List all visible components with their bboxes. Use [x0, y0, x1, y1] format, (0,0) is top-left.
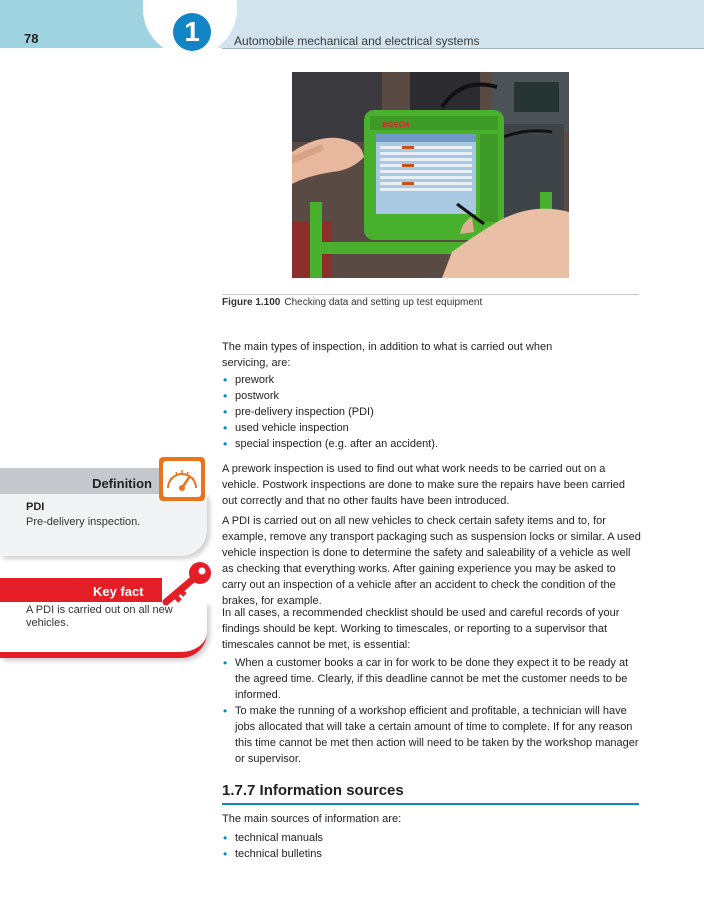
list-item: • prework — [222, 372, 642, 388]
list-item: • used vehicle inspection — [222, 420, 642, 436]
checklist-paragraph: In all cases, a recommended checklist should be used and careful records of your findings should be kept. Working to timescales, or reporting to a supervisor that timescales cannot be met, is essential: — [222, 607, 620, 651]
list-item: • To make the running of a workshop efficient and profitable, a technician will have jobs allocated that will take a certain amount of time to complete. If for any reason this time cannot be met then action will need to be taken by the workshop manager or supervisor. — [222, 703, 642, 767]
section-rule — [222, 803, 639, 805]
list-item: • technical manuals — [222, 830, 642, 846]
list-item: • When a customer books a car in for work to be done they expect it to be ready at the agreed time. Clearly, if this deadline cannot be met the customer needs to be informed. — [222, 655, 642, 703]
caption-rule — [222, 294, 639, 295]
list-item: • technical bulletins — [222, 846, 642, 862]
figure-caption-text: Checking data and setting up test equipment — [284, 297, 483, 308]
chapter-badge: 1 — [173, 13, 211, 51]
key-fact-title: Key fact — [93, 584, 144, 599]
section-heading: 1.7.7 Information sources — [222, 782, 404, 799]
intro-paragraph: The main types of inspection, in addition to what is carried out when servicing, are: — [222, 341, 553, 369]
key-icon — [160, 560, 214, 606]
timescale-list — [222, 655, 642, 767]
inspection-types-list — [222, 372, 642, 452]
photo-brand-text: BOSCH — [382, 121, 410, 129]
key-fact-header — [0, 578, 162, 602]
information-sources-list — [222, 830, 642, 862]
definition-title: Definition — [92, 476, 152, 491]
section-intro: The main sources of information are: — [222, 813, 402, 825]
prework-paragraph: A prework inspection is used to find out what work needs to be carried out on a vehicle. Postwork inspections are done to make sure the repairs have been carried out correctly and that no other faults have been introduced. — [222, 463, 625, 507]
page-number: 78 — [24, 31, 39, 46]
running-title: Automobile mechanical and electrical systems — [234, 34, 480, 48]
pdi-paragraph: A PDI is carried out on all new vehicles to check certain safety items and to, for example, remove any transport packaging such as suspension locks or similar. A used vehicle inspection is done to determine the safety and saleability of a vehicle as well as checking that everything works. After gaining experience you may be asked to carry out an inspection of a vehicle after an accident to check the condition of the brakes, for example. — [222, 515, 641, 607]
header-rule — [222, 48, 704, 49]
key-fact-text: A PDI is carried out on all new vehicles. — [26, 604, 173, 629]
definition-term: PDI — [26, 501, 45, 513]
definition-text: Pre-delivery inspection. — [26, 516, 141, 528]
list-item: • postwork — [222, 388, 642, 404]
gauge-icon — [158, 456, 206, 502]
list-item: • pre-delivery inspection (PDI) — [222, 404, 642, 420]
figure-caption — [222, 297, 482, 308]
figure-label: Figure 1.100 — [222, 297, 281, 308]
figure-photo — [292, 72, 569, 278]
list-item: • special inspection (e.g. after an accident). — [222, 436, 642, 452]
